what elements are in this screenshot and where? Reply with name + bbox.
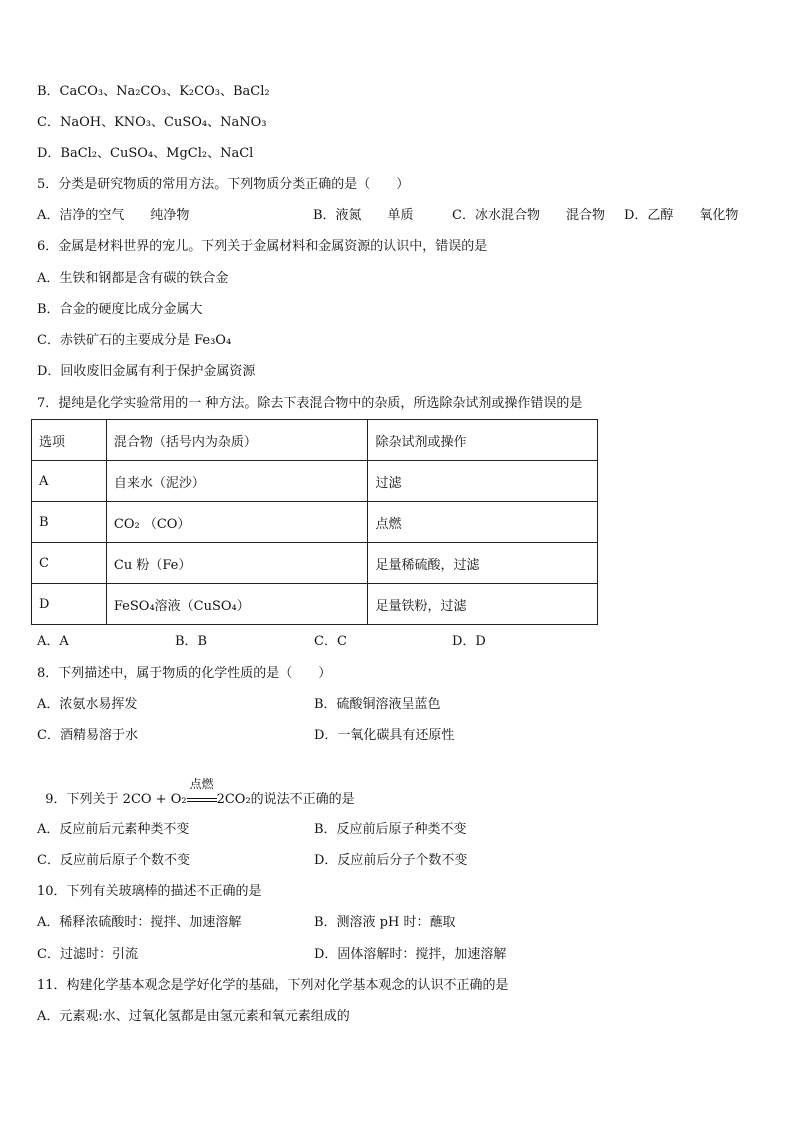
q7-option-c: C．C [314,634,347,649]
q4-option-b: B．CaCO₃、Na₂CO₃、K₂CO₃、BaCl₂ [37,84,270,99]
q7-table [31,419,598,625]
q5-stem: 5．分类是研究物质的常用方法。下列物质分类正确的是（ ） [37,177,410,192]
table-cell: A [32,461,107,502]
q9-option-b: B．反应前后原子种类不变 [314,822,467,837]
q10-option-c: C．过滤时：引流 [37,947,138,962]
table-cell: 足量稀硫酸，过滤 [368,543,598,584]
q9-option-d: D．反应前后分子个数不变 [314,853,468,868]
table-cell: Cu 粉（Fe） [106,543,368,584]
table-cell: 自来水（泥沙） [106,461,368,502]
q9-stem [37,776,355,808]
table-cell: CO₂ （CO） [106,502,368,543]
table-header-cell: 除杂试剂或操作 [368,420,598,461]
table-cell: 点燃 [368,502,598,543]
q5-option-c: C．冰水混合物 混合物 [452,208,605,223]
table-row [32,461,598,502]
table-cell: 足量铁粉，过滤 [368,584,598,625]
q6-option-d: D．回收废旧金属有利于保护金属资源 [37,364,256,379]
q10-stem: 10．下列有关玻璃棒的描述不正确的是 [37,884,262,899]
q5-option-b: B．液氮 单质 [313,208,414,223]
q8-option-b: B．硫酸铜溶液呈蓝色 [314,697,441,712]
q6-option-c: C．赤铁矿石的主要成分是 Fe₃O₄ [37,333,232,348]
q7-option-d: D．D [452,634,486,649]
table-header-cell: 混合物（括号内为杂质） [106,420,368,461]
q6-option-a: A．生铁和钢都是含有碳的铁合金 [37,271,229,286]
q11-option-a: A．元素观:水、过氧化氢都是由氢元素和氧元素组成的 [37,1009,350,1024]
q8-option-c: C．酒精易溶于水 [37,728,138,743]
table-cell: D [32,584,107,625]
table-header-cell: 选项 [32,420,107,461]
q11-stem: 11．构建化学基本观念是学好化学的基础，下列对化学基本观念的认识不正确的是 [37,978,509,993]
table-cell: FeSO₄溶液（CuSO₄） [106,584,368,625]
table-row [32,502,598,543]
q8-option-a: A．浓氨水易挥发 [37,697,138,712]
table-row [32,543,598,584]
q5-option-a: A．洁净的空气 纯净物 [37,208,190,223]
q8-option-d: D．一氧化碳具有还原性 [314,728,455,743]
q4-option-d: D．BaCl₂、CuSO₄、MgCl₂、NaCl [37,146,254,161]
q9-stem-suffix: 2CO₂的说法不正确的是 [216,792,355,807]
q9-option-a: A．反应前后元素种类不变 [37,822,190,837]
table-cell: B [32,502,107,543]
q6-stem: 6．金属是材料世界的宠儿。下列关于金属材料和金属资源的认识中，错误的是 [37,239,488,254]
table-header-row [32,420,598,461]
q8-stem: 8．下列描述中，属于物质的化学性质的是（ ） [37,666,332,681]
table-cell: 过滤 [368,461,598,502]
q10-option-b: B．测溶液 pH 时：蘸取 [314,915,456,930]
q9-option-c: C．反应前后原子个数不变 [37,853,190,868]
q9-stem-prefix: 9．下列关于 2CO + O₂ [45,792,187,807]
reaction-arrow [187,777,217,808]
table-row [32,584,598,625]
q6-option-b: B．合金的硬度比成分金属大 [37,302,203,317]
q10-option-a: A．稀释浓硫酸时：搅拌、加速溶解 [37,915,242,930]
reaction-condition: 点燃 [189,777,214,791]
q10-option-d: D．固体溶解时：搅拌，加速溶解 [314,947,507,962]
equals-sign [187,798,217,802]
q7-option-b: B．B [175,634,208,649]
q7-stem: 7．提纯是化学实验常用的一 种方法。除去下表混合物中的杂质，所选除杂试剂或操作错误的是 [37,396,583,411]
table-cell: C [32,543,107,584]
q7-option-a: A．A [37,634,69,649]
q5-option-d: D．乙醇 氧化物 [624,208,739,223]
q4-option-c: C．NaOH、KNO₃、CuSO₄、NaNO₃ [37,115,267,130]
